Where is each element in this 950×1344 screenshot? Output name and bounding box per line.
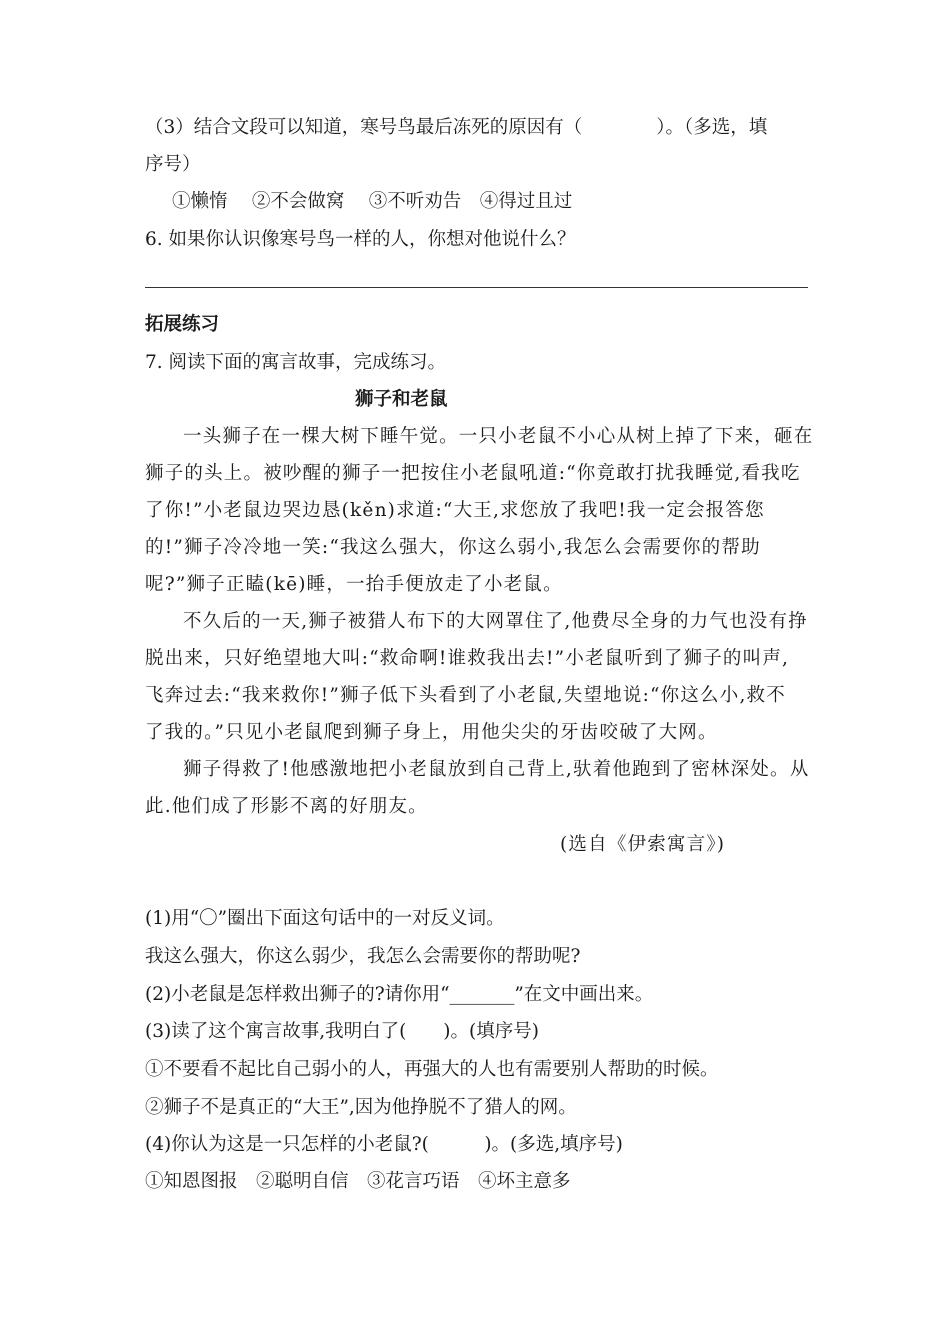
story-line: 狮子的头上。被吵醒的狮子一把按住小老鼠吼道:“你竟敢打扰我睡觉,看我吃	[145, 463, 801, 484]
q7-item-1: (1)用“〇”圈出下面这句话中的一对反义词。	[145, 908, 505, 929]
story-line: 脱出来，只好绝望地大叫:“救命啊!谁救我出去!”小老鼠听到了狮子的叫声,	[145, 648, 790, 669]
q5-3-options: ①懒惰 ②不会做窝 ③不听劝告 ④得过且过	[172, 191, 573, 212]
q7-item-3-option-2: ②狮子不是真正的“大王”,因为他挣脱不了猎人的网。	[145, 1097, 577, 1118]
story-line: 的!”狮子冷冷地一笑:“我这么强大，你这么弱小,我怎么会需要你的帮助	[145, 537, 761, 558]
story-line: 呢?”狮子正瞌(kē)睡，一抬手便放走了小老鼠。	[145, 574, 563, 595]
story-line: 不久后的一天,狮子被猎人布下的大网罩住了,他费尽全身的力气也没有挣	[183, 611, 808, 632]
q7-item-2-text-a: (2)小老鼠是怎样救出狮子的?请你用“	[145, 984, 450, 1005]
story-line: 一头狮子在一棵大树下睡午觉。一只小老鼠不小心从树上掉了下来，砸在	[183, 426, 814, 447]
q7-instruction: 7. 阅读下面的寓言故事，完成练习。	[145, 352, 447, 373]
q5-3-question-line2: 序号）	[145, 154, 201, 175]
story-source: (选自《伊索寓言》)	[560, 834, 726, 855]
q7-item-4-options: ①知恩图报 ②聪明自信 ③花言巧语 ④坏主意多	[145, 1171, 571, 1192]
q7-item-2	[145, 983, 815, 1007]
q7-item-3: (3)读了这个寓言故事,我明白了( )。(填序号)	[145, 1021, 539, 1042]
section-title: 拓展练习	[145, 314, 220, 335]
underline-blank: _______	[449, 984, 515, 1005]
story-line: 狮子得救了!他感激地把小老鼠放到自己背上,驮着他跑到了密林深处。从	[183, 759, 810, 780]
story-line: 了我的。”只见小老鼠爬到狮子身上，用他尖尖的牙齿咬破了大网。	[145, 722, 718, 743]
q5-3-question-line1: （3）结合文段可以知道，寒号鸟最后冻死的原因有（ ）。（多选，填	[145, 117, 768, 138]
q7-item-1-sentence: 我这么强大，你这么弱少，我怎么会需要你的帮助呢?	[145, 946, 581, 967]
q7-item-4: (4)你认为这是一只怎样的小老鼠?( )。(多选,填序号)	[145, 1134, 623, 1155]
story-line: 飞奔过去:“我来救你!”狮子低下头看到了小老鼠,失望地说:“你这么小,救不	[145, 685, 786, 706]
story-title: 狮子和老鼠	[355, 389, 448, 410]
q7-item-2-text-b: ”在文中画出来。	[514, 984, 654, 1005]
q7-item-3-option-1: ①不要看不起比自己弱小的人，再强大的人也有需要别人帮助的时候。	[145, 1059, 719, 1080]
q6-question: 6. 如果你认识像寒号鸟一样的人，你想对他说什么？	[145, 229, 576, 250]
story-line: 了你!”小老鼠边哭边恳(kěn)求道:“大王,求您放了我吧!我一定会报答您	[145, 500, 765, 521]
story-line: 此.他们成了形影不离的好朋友。	[145, 796, 428, 817]
answer-line	[145, 287, 808, 288]
